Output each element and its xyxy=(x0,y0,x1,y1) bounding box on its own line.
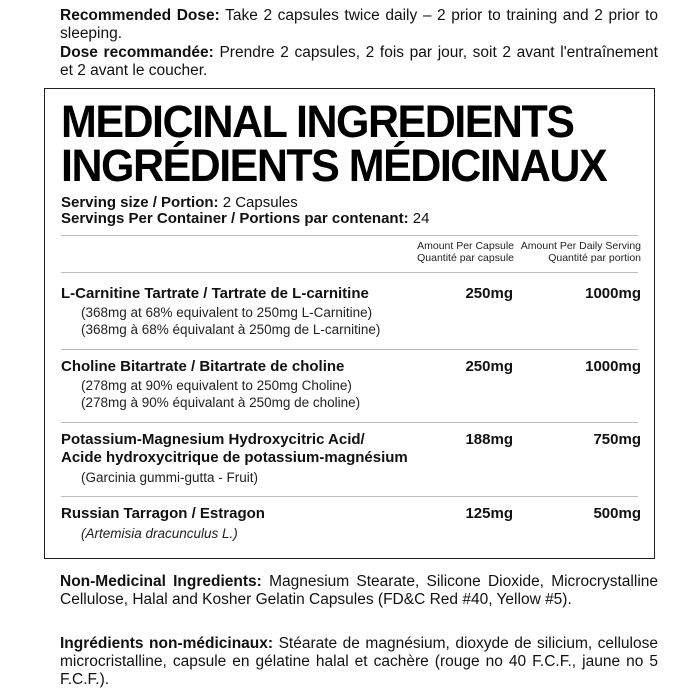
servings-per-container xyxy=(61,211,429,227)
divider xyxy=(61,272,638,273)
ingredient-name: Choline Bitartrate / Bitartrate de choline xyxy=(61,358,345,375)
ingredient-note: (Garcinia gummi-gutta - Fruit) xyxy=(81,470,259,485)
recommended-dose-en xyxy=(60,7,658,43)
col2-line1: Amount Per Daily Serving xyxy=(520,240,641,252)
ingredient-note: (368mg à 68% équivalant à 250mg de L-carnitine) xyxy=(81,322,381,337)
divider xyxy=(61,496,638,497)
ingredient-per-serving: 750mg xyxy=(593,431,641,448)
recommended-dose-fr xyxy=(60,44,658,80)
ingredient-note: (278mg at 90% equivalent to 250mg Choline) xyxy=(81,378,352,393)
dose-fr-label: Dose recommandée: xyxy=(60,44,214,61)
dose-fr-text: Prendre 2 capsules, 2 fois par jour, soit 2 avant l'entraînement et 2 avant le coucher. xyxy=(60,44,658,79)
non-medicinal-ingredients-fr xyxy=(60,635,658,689)
ingredient-per-capsule: 188mg xyxy=(465,431,513,448)
dose-en-label: Recommended Dose: xyxy=(60,7,220,24)
serving-size-label: Serving size / Portion: xyxy=(61,194,219,211)
col1-line1: Amount Per Capsule xyxy=(417,240,514,252)
col2-line2: Quantité par portion xyxy=(548,252,641,264)
non-medicinal-fr-label: Ingrédients non-médicinaux: xyxy=(60,635,274,652)
ingredient-note: (368mg at 68% equivalent to 250mg L-Carnitine) xyxy=(81,305,373,320)
non-medicinal-en-text: Magnesium Stearate, Silicone Dioxide, Microcrystalline Cellulose, Halal and Kosher Gelatin Capsules (FD&C Red #40, Yellow #5). xyxy=(60,573,658,608)
ingredient-name: Russian Tarragon / Estragon xyxy=(61,505,265,522)
ingredient-per-capsule: 125mg xyxy=(465,505,513,522)
ingredient-per-serving: 1000mg xyxy=(585,358,641,375)
column-header-per-serving xyxy=(521,240,641,264)
dose-en-text: Take 2 capsules twice daily – 2 prior to training and 2 prior to sleeping. xyxy=(60,7,659,42)
non-medicinal-fr-text: Stéarate de magnésium, dioxyde de silicium, cellulose microcristalline, capsule en gélatine halal et cachère (rouge no 40 F.C.F., jaune no 5 F.C.F.). xyxy=(60,635,658,688)
ingredient-note: (Artemisia dracunculus L.) xyxy=(81,526,238,541)
ingredient-per-serving: 1000mg xyxy=(585,285,641,302)
non-medicinal-ingredients-en xyxy=(60,573,658,609)
non-medicinal-en-label: Non-Medicinal Ingredients: xyxy=(60,573,262,590)
divider xyxy=(61,235,638,236)
ingredient-name: Acide hydroxycitrique de potassium-magnésium xyxy=(61,449,408,466)
divider xyxy=(61,349,638,350)
ingredient-per-serving: 500mg xyxy=(593,505,641,522)
ingredient-note: (278mg à 90% équivalant à 250mg de choline) xyxy=(81,395,361,410)
column-header-per-capsule xyxy=(417,240,514,264)
medicinal-ingredients-panel xyxy=(44,88,655,559)
ingredient-per-capsule: 250mg xyxy=(465,285,513,302)
ingredient-name: Potassium-Magnesium Hydroxycitric Acid/ xyxy=(61,431,365,448)
col1-line2: Quantité par capsule xyxy=(417,252,514,264)
servings-per-container-value: 24 xyxy=(412,210,430,227)
serving-size-value: 2 Capsules xyxy=(222,194,298,211)
serving-size xyxy=(61,195,298,211)
ingredient-name: L-Carnitine Tartrate / Tartrate de L-carnitine xyxy=(61,285,369,302)
panel-title-en: MEDICINAL INGREDIENTS xyxy=(61,97,574,148)
divider xyxy=(61,422,638,423)
servings-per-container-label: Servings Per Container / Portions par contenant: xyxy=(61,210,409,227)
panel-title-fr: INGRÉDIENTS MÉDICINAUX xyxy=(61,141,607,192)
ingredient-per-capsule: 250mg xyxy=(465,358,513,375)
